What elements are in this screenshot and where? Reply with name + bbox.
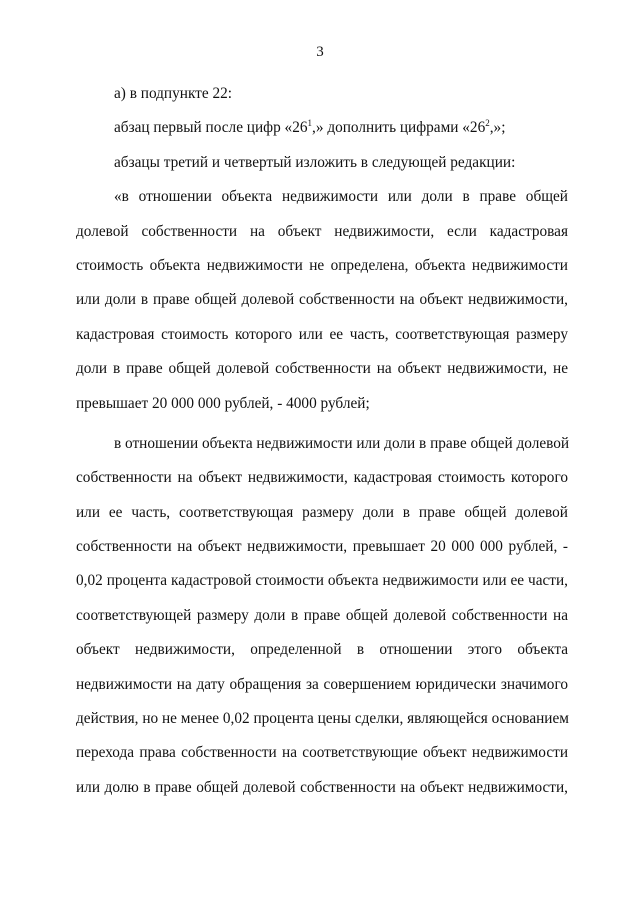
text-line: «в отношении объекта недвижимости или доли в праве общей	[114, 188, 568, 206]
text-line: стоимость объекта недвижимости не определена, объекта недвижимости	[76, 256, 568, 274]
text-line: недвижимости на дату обращения за совершением юридически значимого	[76, 675, 568, 693]
paragraph-subpoint-a: а) в подпункте 22:	[114, 85, 233, 102]
text-line: долевой собственности на объект недвижимости, если кадастровая	[76, 222, 568, 240]
text-line: собственности на объект недвижимости, кадастровая стоимость которого	[76, 469, 568, 487]
text-line: доли в праве общей долевой собственности на объект недвижимости, не	[76, 360, 568, 378]
text-line: в отношении объекта недвижимости или доли в праве общей долевой	[114, 434, 570, 452]
text-line: объект недвижимости, определенной в отношении этого объекта	[76, 641, 568, 659]
text-line: 0,02 процента кадастровой стоимости объекта недвижимости или ее части,	[76, 572, 568, 590]
text-line: действия, но не менее 0,02 процента цены сделки, являющейся основанием	[76, 710, 569, 728]
paragraph-third-fourth: абзацы третий и четвертый изложить в следующей редакции:	[114, 153, 516, 171]
text-line: перехода права собственности на соответствующие объект недвижимости	[76, 744, 568, 762]
text-line: собственности на объект недвижимости, превышает 20 000 000 рублей, -	[76, 538, 568, 556]
quoted-paragraph-1	[76, 185, 568, 426]
page-number: 3	[316, 44, 324, 60]
text-line: или долю в праве общей долевой собственности на объект недвижимости,	[76, 778, 568, 796]
paragraph-first-amendment: абзац первый после цифр «$26^1$,» дополнить цифрами «$26^2$,»;	[114, 118, 506, 137]
text-line: соответствующей размеру доли в праве общей долевой собственности на	[76, 606, 568, 624]
text-line: кадастровая стоимость которого или ее часть, соответствующая размеру	[76, 325, 568, 343]
text-line: превышает 20 000 000 рублей, - 4000 рублей;	[76, 394, 370, 412]
quoted-paragraph-2	[76, 432, 568, 810]
text-line: или доли в праве общей долевой собственности на объект недвижимости,	[76, 291, 568, 309]
document-body	[76, 82, 568, 810]
text-line: или ее часть, соответствующая размеру доли в праве общей долевой	[76, 503, 568, 521]
